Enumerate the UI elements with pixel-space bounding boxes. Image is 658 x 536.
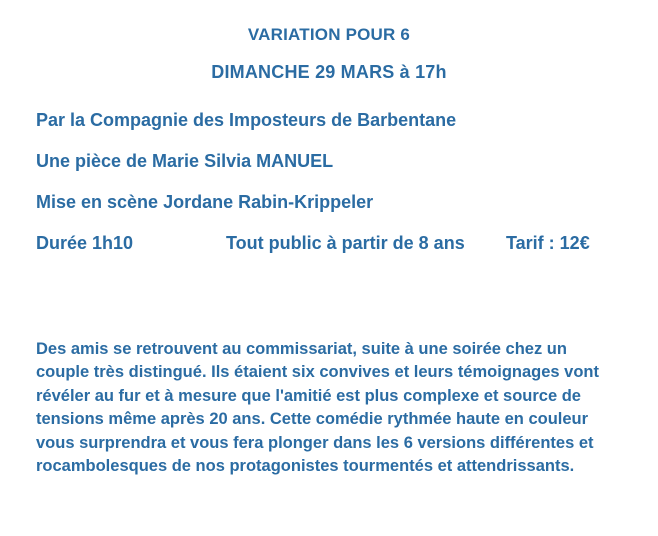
page-title: VARIATION POUR 6 — [247, 25, 411, 44]
details-row — [36, 233, 638, 254]
credit-director: Mise en scène Jordane Rabin-Krippeler — [36, 191, 374, 212]
detail-audience: Tout public à partir de 8 ans — [226, 232, 465, 253]
detail-duration: Durée 1h10 — [36, 232, 134, 253]
credit-company: Par la Compagnie des Imposteurs de Barbentane — [36, 110, 457, 131]
credits-block — [0, 110, 658, 253]
credit-author: Une pièce de Marie Silvia MANUEL — [36, 151, 334, 172]
detail-price: Tarif : 12€ — [506, 232, 590, 253]
synopsis-text: Des amis se retrouvent au commissariat, suite à une soirée chez un couple très distingué. Ils étaient six convives et leurs témoignages vont révéler au fur et à mesure que l'amitié est plus complexe et source de tensions même après 20 ans. Cette comédie rythmée haute en couleur vous surprendra et vous fera plonger dans les 6 versions différentes et rocambolesques de nos protagonistes tourmentés et attendrissants. — [36, 340, 599, 476]
show-date: DIMANCHE 29 MARS à 17h — [211, 61, 447, 82]
title-block — [0, 0, 658, 82]
